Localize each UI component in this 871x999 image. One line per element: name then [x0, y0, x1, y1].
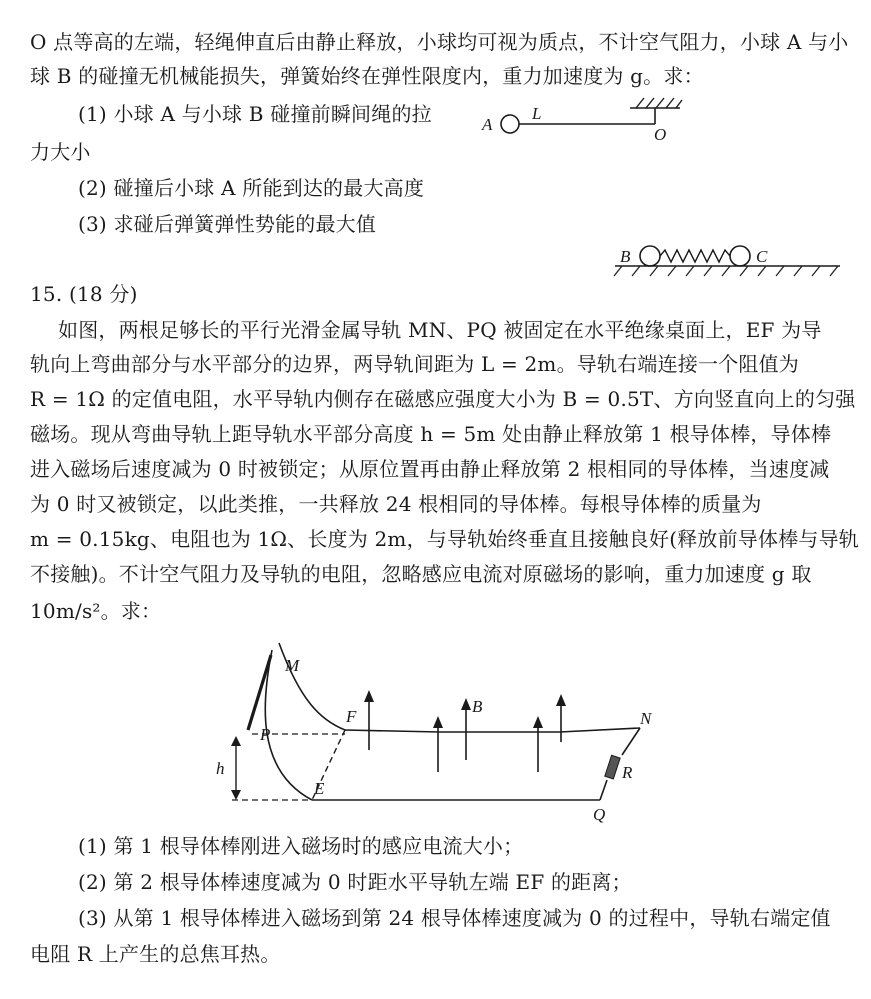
rail-labels: [216, 656, 653, 824]
height-arrow-head-down: [231, 790, 241, 800]
ceiling-hatch: [636, 98, 682, 108]
problem-15-question-3: (3) 从第 1 根导体棒进入磁场到第 24 根导体棒速度减为 0 的过程中，导轨右端定值: [78, 906, 831, 930]
resistor: [605, 755, 620, 779]
ball-b: [640, 246, 660, 266]
prev-problem-line-1: O 点等高的左端，轻绳伸直后由静止释放，小球均可视为质点，不计空气阻力，小球 A 与小: [30, 30, 849, 54]
spring: [660, 250, 730, 262]
label-b-field: B: [472, 697, 483, 716]
prev-question-1b: 力大小: [30, 140, 91, 164]
ball-a: [501, 115, 519, 133]
label-f: F: [346, 707, 357, 726]
conductor-rod-start: [248, 655, 271, 730]
pendulum-diagram: [481, 98, 682, 144]
ball-c: [730, 246, 750, 266]
problem-15-header: 15. (18 分): [30, 282, 138, 306]
ground-hatch: [614, 266, 838, 276]
problem-15-body-3: R = 1Ω 的定值电阻，水平导轨内侧存在磁感应强度大小为 B = 0.5T、方向竖直向上的匀强: [30, 387, 856, 411]
label-l: L: [532, 104, 542, 123]
prev-problem-line-2: 球 B 的碰撞无机械能损失，弹簧始终在弹性限度内，重力加速度为 g。求：: [30, 64, 704, 88]
problem-15-body-9: 10m/s²。求：: [30, 599, 162, 623]
height-arrow-head-up: [231, 736, 241, 746]
label-e: E: [314, 779, 325, 798]
problem-15-body-8: 不接触)。不计空气阻力及导轨的电阻，忽略感应电流对原磁场的影响，重力加速度 g 取: [30, 562, 812, 586]
rail-curve-front: [265, 650, 312, 800]
rail-curve-back: [279, 643, 345, 730]
label-q: Q: [593, 805, 606, 824]
label-n: N: [640, 709, 652, 728]
problem-15-question-2: (2) 第 2 根导体棒速度减为 0 时距水平导轨左端 EF 的距离；: [78, 870, 632, 894]
problem-15-body-1: 如图，两根足够长的平行光滑金属导轨 MN、PQ 被固定在水平绝缘桌面上，EF 为导: [58, 318, 822, 342]
label-a: A: [482, 115, 493, 134]
boundary-ef: [312, 730, 345, 800]
problem-15-question-3-cont: 电阻 R 上产生的总焦耳热。: [30, 942, 281, 966]
rail-right-upper: [622, 728, 640, 755]
label-m: M: [285, 656, 300, 675]
label-p: P: [260, 725, 271, 744]
prev-question-3: (3) 求碰后弹簧弹性势能的最大值: [78, 212, 377, 236]
problem-15-question-1: (1) 第 1 根导体棒刚进入磁场时的感应电流大小；: [78, 834, 524, 858]
problem-15-body-6: 为 0 时又被锁定，以此类推，一共释放 24 根相同的导体棒。每根导体棒的质量为: [30, 492, 762, 516]
rail-diagram: [231, 643, 640, 800]
problem-15-body-2: 轨向上弯曲部分与水平部分的边界，两导轨间距为 L = 2m。导轨右端连接一个阻值为: [30, 352, 800, 376]
rail-right-lower: [600, 780, 607, 800]
label-b: B: [620, 247, 631, 266]
prev-question-1a: (1) 小球 A 与小球 B 碰撞前瞬间绳的拉: [78, 102, 432, 126]
prev-question-2: (2) 碰撞后小球 A 所能到达的最大高度: [78, 176, 425, 200]
rail-top: [345, 728, 640, 732]
label-c: C: [756, 247, 768, 266]
label-r: R: [622, 763, 633, 782]
label-h: h: [216, 759, 225, 778]
spring-diagram: [614, 246, 840, 276]
field-arrows: [364, 690, 566, 772]
problem-15-body-5: 进入磁场后速度减为 0 时被锁定；从原位置再由静止释放第 2 根相同的导体棒，当速度减: [30, 457, 830, 481]
problem-15-body-4: 磁场。现从弯曲导轨上距导轨水平部分高度 h = 5m 处由静止释放第 1 根导体棒，导体棒: [30, 422, 832, 446]
problem-15-body-7: m = 0.15kg、电阻也为 1Ω、长度为 2m，与导轨始终垂直且接触良好(释放前导体棒与导轨: [30, 527, 860, 551]
label-o: O: [654, 125, 667, 144]
